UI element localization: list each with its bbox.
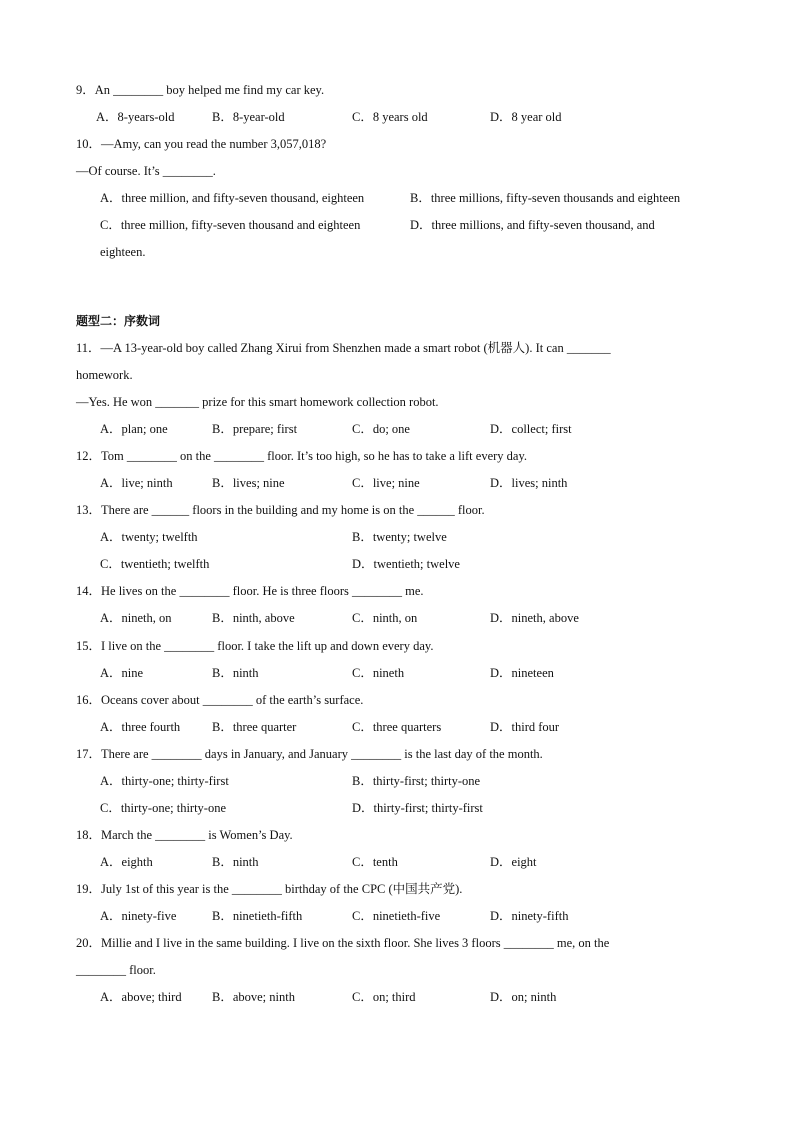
q10-option-d-continued: eighteen. xyxy=(100,245,146,259)
q18-option-d: D．eight xyxy=(490,855,537,869)
q14-option-c: C．ninth, on xyxy=(352,611,418,625)
q16-option-b: B．three quarter xyxy=(212,720,297,734)
question-10-reply: —Of course. It’s ________. xyxy=(76,164,216,178)
q19-option-d: D．ninety-fifth xyxy=(490,909,569,923)
question-20-stem-continued: ________ floor. xyxy=(76,963,156,977)
q14-option-b: B．ninth, above xyxy=(212,611,295,625)
question-20-stem: 20．Millie and I live in the same building. I live on the sixth floor. She lives 3 floors ________ me, on the xyxy=(76,936,610,950)
q13-option-b: B．twenty; twelve xyxy=(352,530,447,544)
q20-option-a: A．above; third xyxy=(100,990,182,1004)
q20-option-c: C．on; third xyxy=(352,990,416,1004)
question-11-stem-continued: homework. xyxy=(76,368,133,382)
question-16-stem: 16．Oceans cover about ________ of the earth’s surface. xyxy=(76,693,364,707)
q10-option-c: C．three million, fifty-seven thousand and eighteen xyxy=(100,218,361,232)
q19-option-b: B．ninetieth-fifth xyxy=(212,909,303,923)
question-13-stem: 13．There are ______ floors in the building and my home is on the ______ floor. xyxy=(76,503,485,517)
q16-option-a: A．three fourth xyxy=(100,720,181,734)
q16-option-c: C．three quarters xyxy=(352,720,442,734)
q19-option-a: A．ninety-five xyxy=(100,909,177,923)
q12-option-c: C．live; nine xyxy=(352,476,420,490)
q17-option-c: C．thirty-one; thirty-one xyxy=(100,801,227,815)
question-17-stem: 17．There are ________ days in January, and January ________ is the last day of the month. xyxy=(76,747,543,761)
q10-option-d: D．three millions, and fifty-seven thousand, and xyxy=(410,218,655,232)
q18-option-b: B．ninth xyxy=(212,855,259,869)
q15-option-b: B．ninth xyxy=(212,666,259,680)
q13-option-c: C．twentieth; twelfth xyxy=(100,557,210,571)
q11-option-d: D．collect; first xyxy=(490,422,572,436)
q9-option-a: A．8-years-old xyxy=(96,110,175,124)
q10-option-b: B．three millions, fifty-seven thousands and eighteen xyxy=(410,191,681,205)
q17-option-d: D．thirty-first; thirty-first xyxy=(352,801,483,815)
q9-option-c: C．8 years old xyxy=(352,110,428,124)
q15-option-d: D．nineteen xyxy=(490,666,554,680)
question-10-stem: 10．—Amy, can you read the number 3,057,018? xyxy=(76,137,327,151)
section-title: 题型二：序数词 xyxy=(76,314,161,328)
question-15-stem: 15．I live on the ________ floor. I take the lift up and down every day. xyxy=(76,639,434,653)
q12-option-b: B．lives; nine xyxy=(212,476,285,490)
q18-option-c: C．tenth xyxy=(352,855,398,869)
q13-option-a: A．twenty; twelfth xyxy=(100,530,198,544)
q14-option-d: D．nineth, above xyxy=(490,611,579,625)
q11-option-c: C．do; one xyxy=(352,422,410,436)
q15-option-a: A．nine xyxy=(100,666,144,680)
question-14-stem: 14．He lives on the ________ floor. He is three floors ________ me. xyxy=(76,584,424,598)
question-19-stem: 19．July 1st of this year is the ________ birthday of the CPC (中国共产党). xyxy=(76,882,463,896)
q19-option-c: C．ninetieth-five xyxy=(352,909,441,923)
q12-option-a: A．live; ninth xyxy=(100,476,173,490)
q18-option-a: A．eighth xyxy=(100,855,153,869)
q12-option-d: D．lives; ninth xyxy=(490,476,568,490)
question-18-stem: 18．March the ________ is Women’s Day. xyxy=(76,828,293,842)
q15-option-c: C．nineth xyxy=(352,666,405,680)
q16-option-d: D．third four xyxy=(490,720,560,734)
q9-option-d: D．8 year old xyxy=(490,110,562,124)
question-12-stem: 12．Tom ________ on the ________ floor. It’s too high, so he has to take a lift every day. xyxy=(76,449,528,463)
q10-option-a: A．three million, and fifty-seven thousand, eighteen xyxy=(100,191,365,205)
q14-option-a: A．nineth, on xyxy=(100,611,172,625)
question-11-stem: 11．—A 13-year-old boy called Zhang Xirui from Shenzhen made a smart robot (机器人). It can _______ xyxy=(76,341,611,355)
q11-option-b: B．prepare; first xyxy=(212,422,298,436)
q17-option-b: B．thirty-first; thirty-one xyxy=(352,774,481,788)
q9-option-b: B．8-year-old xyxy=(212,110,285,124)
q17-option-a: A．thirty-one; thirty-first xyxy=(100,774,229,788)
question-9-stem: 9．An ________ boy helped me find my car key. xyxy=(76,83,325,97)
q11-option-a: A．plan; one xyxy=(100,422,168,436)
question-11-reply: —Yes. He won _______ prize for this smart homework collection robot. xyxy=(76,395,439,409)
q20-option-b: B．above; ninth xyxy=(212,990,295,1004)
q20-option-d: D．on; ninth xyxy=(490,990,557,1004)
q13-option-d: D．twentieth; twelve xyxy=(352,557,460,571)
